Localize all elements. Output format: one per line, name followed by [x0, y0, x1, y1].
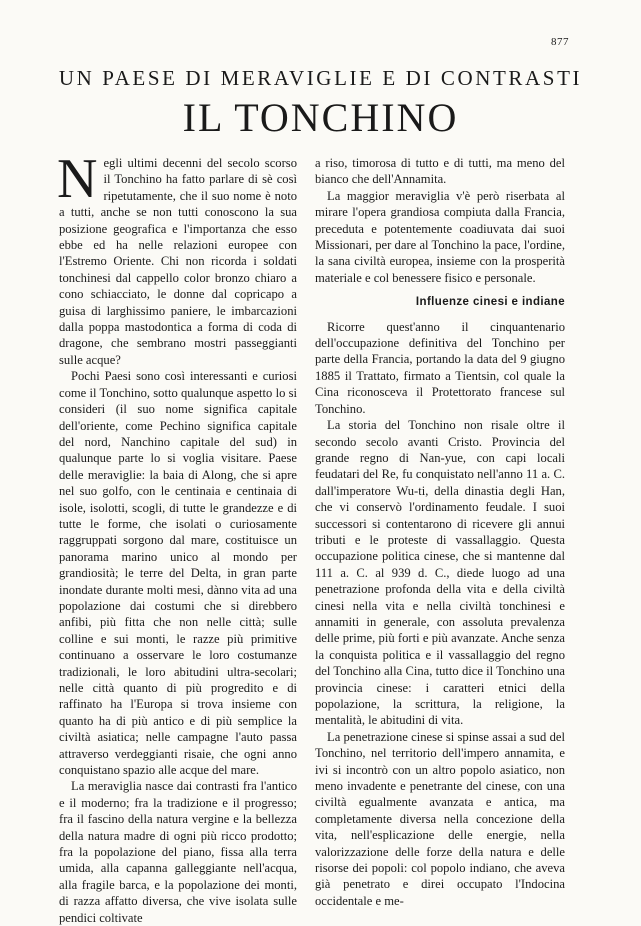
paragraph-6: La storia del Tonchino non risale oltre il secondo secolo avanti Cristo. Provincia del grande regno di Nan-yue, con capi locali feudatari del Re, fu conquistato nell'anno 11 a. C. dall'imperatore Wu-ti, della dinastia degli Han, che vi conservò l'ordinamento feudale. I suoi successori si contentarono di ricevere gli annui tributi e le proteste di vassallaggio. Questa occupazione politica cinese, che si mantenne dal 111 a. C. al 939 d. C., diede luogo ad una penetrazione profonda della vita e della civiltà cinesi nella vita e nella civiltà tonchinesi e annamiti in generale, con assoluta prevalenza delle prime, più forti e più avanzate. Anche senza la conquista politica e il vassallaggio del regno del Tonchino alla Cina, tutto dice il Tonchino una provincia cinese: i caratteri etnici della popolazione, la scrittura, la religione, la mentalità, le abitudini di vita.: [315, 418, 565, 728]
paragraph-1: [57, 148, 297, 368]
left-column: [57, 148, 297, 926]
paragraph-7: La penetrazione cinese si spinse assai a sud del Tonchino, nel territorio dell'impero annamita, e ivi si incontrò con un altro popolo asiatico, non meno invadente e penetrante del cinese, con una civiltà egualmente avanzata e antica, ma completamente diversa nella concezione della vita, nell'esplicazione delle energie, nella valorizzazione delle forze della natura e delle risorse dei popoli: col popolo indiano, che aveva già penetrato e direi occupato l'Indocina occidentale e me-: [315, 729, 565, 908]
paragraph-5: Ricorre quest'anno il cinquantenario dell'occupazione definitiva del Tonchino per parte della Francia, portando la data del 9 giugno 1885 il Trattato, firmato a Tientsin, col quale la Cina riconosceva il Protettorato francese sul Tonchino.: [315, 319, 565, 416]
drop-cap: N: [57, 148, 98, 210]
paragraph-3: La meraviglia nasce dai contrasti fra l'antico e il moderno; fra la tradizione e il progresso; fra il fascino della natura vergine e la bellezza della natura madre di ogni più ricco prodotto; fra la popolazione del piano, fissa alla terra umida, alla capanna galleggiante nell'acqua, alla fragile barca, e la popolazione dei monti, di razza affatto diversa, che vive isolata sulle pendici coltivate: [59, 779, 297, 925]
section-subheading: Influenze cinesi e indiane: [415, 296, 565, 309]
paragraph-1-text: egli ultimi decenni del secolo scorso il Tonchino ha fatto parlare di sè così ripetutamente, che il suo nome è noto a tutti, anche se non tutti conoscono la sua posizione geografica e l'importanza che esso ebbe ed ha nelle relazioni europee con l'Estremo Oriente. Chi non ricorda i soldati tonchinesi dal cappello color bronzo chiaro a cono schiacciato, le donne dal copricapo a guisa di larghissimo paniere, le imbarcazioni dalla poppa mastodontica a forma di coda di dragone, che sembrano mostri passeggianti sulle acque?: [59, 156, 297, 367]
article-supertitle: UN PAESE DI MERAVIGLIE E DI CONTRASTI: [58, 66, 583, 90]
paragraph-3-continued: a riso, timorosa di tutto e di tutti, ma meno del bianco che dell'Annamita.: [315, 156, 565, 187]
right-column: [315, 155, 565, 909]
paragraph-4: La maggior meraviglia v'è però riserbata al mirare l'opera grandiosa compiuta dalla Francia, preceduta e potentemente coadiuvata dai suoi Missionari, per dare al Tonchino la pace, l'ordine, la sana civiltà europea, insieme con la prosperità materiale e col benessere fisico e personale.: [315, 188, 565, 285]
article-title: IL TONCHINO: [182, 95, 459, 140]
paragraph-2: Pochi Paesi sono così interessanti e curiosi come il Tonchino, sotto qualunque aspetto lo si consideri (il suo nome significa capitale dell'oriente, come Pechino significa capitale del nord, Nanchino capitale del sud) in qualunque parte lo si voglia visitare. Paese delle meraviglie: la baia di Along, che si apre nel suo golfo, con le centinaia e centinaia di isole, isolotti, scogli, di tutte le grandezze e di tutte le forme, che isolati o curiosamente raggruppati sorgono dal mare, costituisce un panorama marino unico al mondo per grandiosità; le terre del Delta, in gran parte inondate durante molti mesi, dànno vita ad una popolazione dai costumi che si direbbero anfibi, più fitta che non nelle città; sulle colline e sui monti, le razze più primitive continuano a osservare le loro costumanze tradizionali, le loro abitudini ultra-secolari; nelle città quanto di più progredito e di raffinato ha l'Europa si trova insieme con quanto ha di più antico e di più semplice la civiltà asiatica; nelle campagne l'auto passa attraverso verdeggianti risaie, che ogni anno conquistano spazio alle acque del mare.: [59, 369, 297, 778]
page-number: 877: [551, 36, 569, 48]
